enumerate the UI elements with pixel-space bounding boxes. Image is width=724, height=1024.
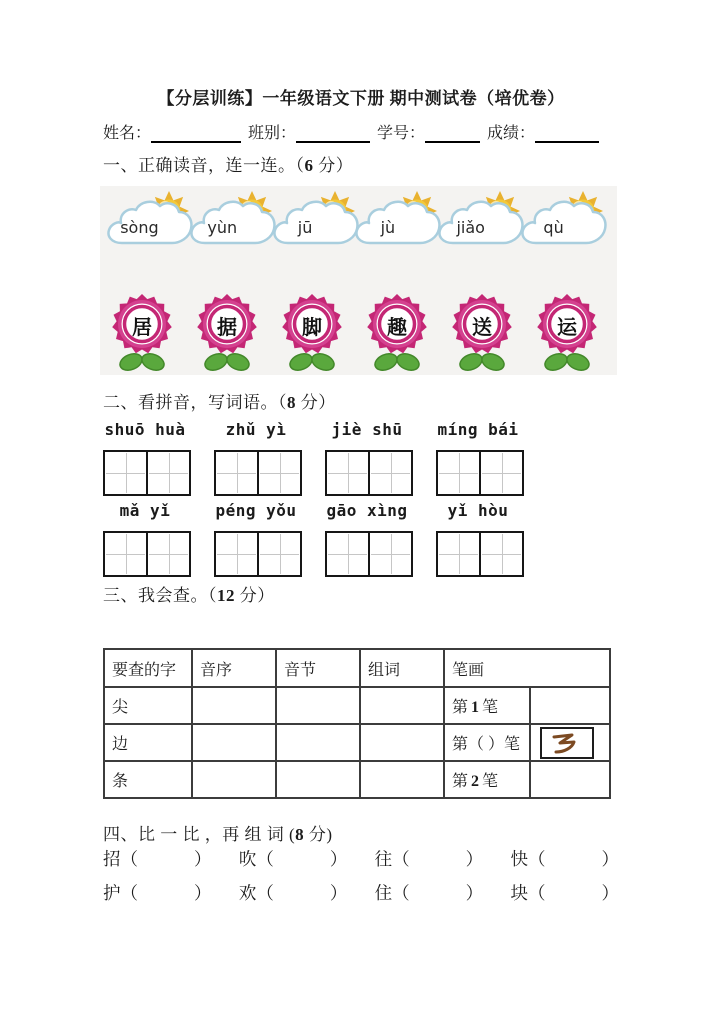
stroke-answer-cell: [530, 687, 610, 724]
lookup-empty-cell: [276, 687, 360, 724]
page-title: 【分层训练】一年级语文下册 期中测试卷（培优卷）: [157, 89, 565, 108]
section1-score-num: 6: [304, 156, 314, 175]
lookup-table-body: [104, 687, 610, 798]
section3-score-pre: （: [208, 586, 217, 605]
pinyin-word-label: shuō huà: [104, 420, 186, 439]
pinyin-word-group: [325, 501, 409, 577]
pinyin-word-group: [325, 420, 409, 496]
info-label: 成绩：: [487, 125, 536, 142]
writing-grid-cell: [257, 452, 300, 494]
compare-row-2: [103, 880, 619, 905]
writing-grid: [103, 531, 191, 577]
pinyin-word-label: gāo xìng: [326, 501, 408, 520]
writing-grid-cell: [105, 452, 146, 494]
lookup-header-row: [104, 649, 610, 687]
compare-pair: [103, 880, 212, 905]
writing-grid-cell: [146, 452, 189, 494]
writing-grid-cell: [105, 533, 146, 575]
lookup-empty-cell: [360, 761, 444, 798]
flower-character-label: 据: [217, 317, 237, 339]
section2-score-post: 分）: [296, 393, 336, 412]
compare-words-block: [103, 846, 619, 914]
paren-close: ）: [194, 883, 212, 903]
section1-heading-text: 一、正确读音，连一连。: [103, 156, 296, 175]
lookup-header-cell: 要查的字: [104, 649, 192, 687]
paren-open: （: [527, 849, 546, 869]
section4-score-num: 8: [295, 825, 305, 844]
paren-close: ）: [601, 883, 619, 903]
lookup-empty-cell: [192, 687, 276, 724]
compare-pair: [510, 846, 619, 871]
cloud-pinyin-label: jū: [297, 218, 313, 237]
lookup-empty-cell: [360, 687, 444, 724]
pinyin-cloud-6: [520, 190, 603, 254]
pinyin-cloud-4: [354, 190, 437, 254]
info-blank-line: [535, 126, 599, 143]
compare-row-1: [103, 846, 619, 871]
paren-open: （: [120, 849, 138, 869]
pinyin-word-label: péng yǒu: [215, 501, 297, 520]
lookup-empty-cell: [192, 761, 276, 798]
handwritten-stroke-icon: [550, 732, 584, 754]
stroke-sample-box: [540, 727, 594, 759]
lookup-row-2: [104, 724, 610, 761]
paren-open: （: [256, 849, 274, 869]
dictionary-lookup-table: [103, 648, 611, 799]
section2-heading: [103, 388, 336, 413]
pinyin-cloud-5: [437, 190, 520, 254]
section4-heading: [103, 820, 333, 845]
section3-heading: [103, 581, 275, 606]
stroke-label-number: 1: [471, 699, 480, 716]
info-field-2: [248, 120, 370, 143]
paren-close: ）: [194, 849, 212, 869]
section1-score-post: 分）: [313, 156, 354, 175]
compare-pair: [510, 880, 619, 905]
pinyin-word-group: [214, 501, 298, 577]
writing-grid-cell: [438, 452, 479, 494]
section3-score-num: 12: [217, 586, 235, 605]
writing-grid-cell: [368, 452, 411, 494]
pinyin-word-group: [103, 501, 187, 577]
paren-open: （: [120, 883, 138, 903]
pinyin-word-label: míng bái: [437, 420, 519, 439]
paren-close: ）: [329, 883, 348, 903]
compare-char: 护: [103, 883, 121, 903]
cloud-pinyin-label: jù: [380, 218, 396, 237]
stroke-label-cell: [444, 724, 530, 761]
lookup-table-header: [104, 649, 610, 687]
pinyin-word-group: [436, 501, 520, 577]
info-blank-line: [425, 126, 480, 143]
cloud-pinyin-label: sòng: [120, 218, 159, 237]
lookup-header-cell: 音序: [192, 649, 276, 687]
compare-char: 快: [510, 849, 528, 869]
stroke-label-post: 笔: [482, 773, 499, 790]
pinyin-clouds-row: [100, 186, 617, 254]
character-flower-6: [533, 289, 601, 373]
pinyin-word-label: zhǔ yì: [225, 420, 287, 439]
matching-exercise-image: [100, 186, 617, 375]
stroke-label-pre: 第: [452, 773, 469, 790]
stroke-label-number: 2: [471, 773, 480, 790]
writing-grid-cell: [216, 452, 257, 494]
flower-character-label: 运: [557, 317, 577, 339]
lookup-empty-cell: [276, 761, 360, 798]
paren-open: （: [392, 849, 410, 869]
stroke-label-post: 笔: [482, 699, 499, 716]
pinyin-word-label: jiè shū: [331, 420, 403, 439]
writing-grid: [214, 450, 302, 496]
writing-grid: [436, 531, 524, 577]
student-info-row: [103, 120, 619, 143]
pinyin-word-group: [103, 420, 187, 496]
stroke-label-cell: [444, 687, 530, 724]
stroke-answer-cell: [530, 761, 610, 798]
flower-character-label: 趣: [387, 317, 407, 339]
character-flowers-row: [100, 289, 617, 375]
section2-heading-text: 二、看拼音，写词语。: [103, 393, 278, 412]
flower-character-label: 送: [472, 317, 492, 339]
lookup-header-cell: 组词: [360, 649, 444, 687]
compare-pair: [239, 880, 348, 905]
info-field-3: [377, 120, 480, 143]
section3-heading-text: 三、我会查。: [103, 586, 208, 605]
lookup-char-cell: 边: [104, 724, 192, 761]
lookup-char-cell: 尖: [104, 687, 192, 724]
lookup-char-cell: 条: [104, 761, 192, 798]
compare-pair: [103, 846, 212, 871]
compare-pair: [375, 880, 484, 905]
section4-score-pre: (: [289, 825, 296, 844]
writing-grid: [325, 450, 413, 496]
info-field-1: [103, 120, 241, 143]
flower-character-label: 脚: [302, 317, 322, 339]
writing-grid-cell: [257, 533, 300, 575]
lookup-empty-cell: [360, 724, 444, 761]
compare-char: 欢: [238, 883, 257, 903]
lookup-empty-cell: [276, 724, 360, 761]
paren-close: ）: [465, 883, 484, 903]
paren-open: （: [392, 883, 410, 903]
pinyin-word-group: [436, 420, 520, 496]
writing-grid-cell: [327, 533, 368, 575]
section4-heading-text: 四、比 一 比 ，再 组 词: [103, 825, 289, 844]
section1-score-pre: （: [295, 156, 305, 175]
writing-grid-cell: [479, 452, 522, 494]
paren-close: ）: [465, 849, 484, 869]
pinyin-cloud-2: [189, 190, 272, 254]
writing-grid-cell: [479, 533, 522, 575]
pinyin-word-group: [214, 420, 298, 496]
cloud-pinyin-label: qù: [543, 218, 564, 237]
compare-char: 吹: [238, 849, 257, 869]
info-label: 学号：: [377, 125, 426, 142]
section3-score-post: 分）: [235, 586, 275, 605]
pinyin-writing-row-2: [103, 501, 520, 577]
stroke-answer-cell: [530, 724, 610, 761]
pinyin-word-label: mǎ yǐ: [119, 501, 171, 520]
writing-grid: [103, 450, 191, 496]
info-label: 班别：: [248, 125, 297, 142]
character-flower-2: [193, 289, 261, 373]
pinyin-writing-row-1: [103, 420, 520, 496]
compare-pair: [375, 846, 484, 871]
compare-char: 往: [374, 849, 393, 869]
lookup-header-cell: 笔画: [444, 649, 610, 687]
lookup-header-cell: 音节: [276, 649, 360, 687]
character-flower-5: [448, 289, 516, 373]
character-flower-3: [278, 289, 346, 373]
writing-grid-cell: [327, 452, 368, 494]
character-flower-4: [363, 289, 431, 373]
compare-char: 招: [103, 849, 121, 869]
character-flower-1: [108, 289, 176, 373]
section2-score-num: 8: [287, 393, 296, 412]
info-blank-line: [296, 126, 370, 143]
flower-character-label: 居: [132, 317, 152, 339]
section1-heading: [103, 151, 353, 176]
info-field-4: [487, 120, 599, 143]
paren-open: （: [256, 883, 274, 903]
stroke-label-cell: [444, 761, 530, 798]
section4-score-post: 分): [304, 825, 333, 844]
compare-char: 块: [510, 883, 528, 903]
writing-grid: [436, 450, 524, 496]
writing-grid-cell: [146, 533, 189, 575]
lookup-row-3: [104, 761, 610, 798]
compare-pair: [239, 846, 348, 871]
stroke-label-pre: 第（ ）笔: [452, 736, 521, 753]
paren-close: ）: [601, 849, 619, 869]
info-blank-line: [151, 126, 241, 143]
info-label: 姓名：: [103, 125, 152, 142]
writing-grid: [325, 531, 413, 577]
cloud-pinyin-label: jiǎo: [456, 218, 485, 237]
lookup-empty-cell: [192, 724, 276, 761]
section2-score-pre: （: [278, 393, 287, 412]
paren-close: ）: [329, 849, 348, 869]
pinyin-word-label: yǐ hòu: [447, 501, 509, 520]
writing-grid-cell: [438, 533, 479, 575]
stroke-label-pre: 第: [452, 699, 469, 716]
writing-grid: [214, 531, 302, 577]
lookup-row-1: [104, 687, 610, 724]
cloud-pinyin-label: yùn: [207, 218, 238, 237]
writing-grid-cell: [368, 533, 411, 575]
pinyin-cloud-3: [272, 190, 355, 254]
paren-open: （: [527, 883, 546, 903]
writing-grid-cell: [216, 533, 257, 575]
compare-char: 住: [374, 883, 393, 903]
pinyin-cloud-1: [106, 190, 189, 254]
